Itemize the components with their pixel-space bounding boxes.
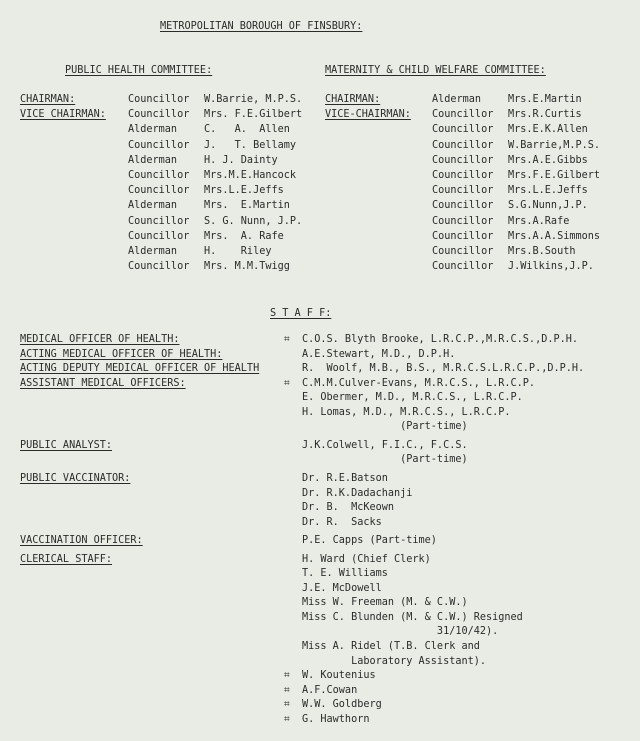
staff-name-line: C.O.S. Blyth Brooke, L.R.C.P.,M.R.C.S.,D.P.H. [302,334,579,345]
member-rank: Councillor [432,109,494,121]
member-name: J.Wilkins,J.P. [508,261,594,273]
member-rank: Councillor [432,185,494,197]
member-rank: Councillor [432,261,494,273]
staff-role-label: ACTING DEPUTY MEDICAL OFFICER OF HEALTH [20,363,260,375]
member-rank: Councillor [128,139,190,151]
staff-name-line: W.W. Goldberg [302,699,382,711]
member-name: Mrs.A.A.Simmons [508,230,601,242]
staff-heading: S T A F F: [270,308,332,319]
staff-name-line: (Part-time) [302,421,468,433]
marker-symbol: ⌗ [284,713,290,725]
staff-name-line: H. Lomas, M.D., M.R.C.S., L.R.C.P. [302,406,511,418]
marker-symbol: ⌗ [284,334,290,345]
member-name: Mrs.A.Rafe [508,215,570,227]
staff-name-line: C.M.M.Culver-Evans, M.R.C.S., L.R.C.P. [302,377,536,389]
member-rank: Councillor [432,170,494,181]
member-name: W.Barrie,M.P.S. [508,139,601,151]
mcw-chairman-label: CHAIRMAN: [325,94,381,105]
staff-name-line: Miss C. Blunden (M. & C.W.) Resigned [302,611,523,623]
member-rank: Councillor [432,139,494,151]
staff-name-line: Miss W. Freeman (M. & C.W.) [302,597,468,609]
member-rank: Alderman [128,154,178,166]
marker-symbol: ⌗ [284,377,290,389]
member-name: W.Barrie, M.P.S. [204,94,303,105]
staff-name-line: A.E.Stewart, M.D., D.P.H. [302,348,456,360]
member-rank: Councillor [432,154,494,166]
member-name: H. Riley [204,246,272,257]
member-name: Mrs.E.K.Allen [508,124,588,136]
member-rank: Councillor [128,170,190,181]
member-rank: Councillor [432,200,494,212]
member-rank: Councillor [128,261,190,273]
member-name: S. G. Nunn, J.P. [204,215,303,227]
staff-name-line: H. Ward (Chief Clerk) [302,553,431,565]
member-name: Mrs.B.South [508,246,576,257]
staff-role-label: CLERICAL STAFF: [20,553,113,565]
member-name: S.G.Nunn,J.P. [508,200,588,212]
member-rank: Councillor [432,215,494,227]
member-name: Mrs.L.E.Jeffs [204,185,284,197]
member-rank: Councillor [128,215,190,227]
member-rank: Alderman [432,94,482,105]
staff-name-line: P.E. Capps (Part-time) [302,535,437,547]
member-rank: Councillor [128,230,190,242]
staff-name-line: Miss A. Ridel (T.B. Clerk and [302,641,480,652]
member-rank: Councillor [128,94,190,105]
member-rank: Councillor [432,246,494,257]
marker-symbol: ⌗ [284,670,290,682]
staff-role-label: PUBLIC VACCINATOR: [20,472,131,484]
staff-name-line: 31/10/42). [302,626,499,638]
staff-role-label: PUBLIC ANALYST: [20,439,113,451]
member-name: Mrs.E.Martin [508,94,582,105]
member-name: C. A. Allen [204,124,290,136]
staff-name-line: R. Woolf, M.B., B.S., M.R.C.S.L.R.C.P.,D.P.H. [302,363,585,375]
ph-chairman-label: CHAIRMAN: [20,94,76,105]
staff-name-line: Dr. R.E.Batson [302,472,388,484]
member-name: J. T. Bellamy [204,139,297,151]
staff-name-line: E. Obermer, M.D., M.R.C.S., L.R.C.P. [302,392,523,404]
staff-role-label: ASSISTANT MEDICAL OFFICERS: [20,377,186,389]
member-rank: Councillor [128,185,190,197]
member-name: Mrs.M.E.Hancock [204,170,297,181]
mcw-vice-chairman-label: VICE-CHAIRMAN: [325,109,411,120]
staff-name-line: J.K.Colwell, F.I.C., F.C.S. [302,439,468,451]
member-name: Mrs.F.E.Gilbert [508,170,601,181]
member-name: Mrs. E.Martin [204,200,290,212]
staff-name-line: Laboratory Assistant). [302,655,487,667]
member-rank: Alderman [128,124,178,136]
staff-name-line: A.F.Cowan [302,684,358,696]
member-name: Mrs. M.M.Twigg [204,261,290,273]
member-name: Mrs.R.Curtis [508,109,582,121]
member-rank: Alderman [128,200,178,212]
member-rank: Councillor [432,124,494,136]
staff-role-label: VACCINATION OFFICER: [20,535,143,547]
member-rank: Councillor [432,230,494,242]
member-name: Mrs. A. Rafe [204,230,284,242]
member-name: Mrs. F.E.Gilbert [204,109,303,121]
member-name: Mrs.L.E.Jeffs [508,185,588,197]
staff-role-label: ACTING MEDICAL OFFICER OF HEALTH: [20,348,223,360]
staff-name-line: G. Hawthorn [302,713,370,725]
staff-name-line: Dr. R. Sacks [302,516,382,528]
staff-name-line: Dr. B. McKeown [302,502,395,514]
staff-name-line: J.E. McDowell [302,582,382,594]
staff-name-line: W. Koutenius [302,670,376,682]
member-rank: Alderman [128,246,178,257]
staff-name-line: T. E. Williams [302,568,388,580]
document-title: METROPOLITAN BOROUGH OF FINSBURY: [160,21,363,32]
member-rank: Councillor [128,109,190,121]
member-name: Mrs.A.E.Gibbs [508,154,588,166]
ph-vice-chairman-label: VICE CHAIRMAN: [20,109,106,120]
staff-name-line: (Part-time) [302,454,468,466]
member-name: H. J. Dainty [204,154,278,166]
marker-symbol: ⌗ [284,699,290,711]
staff-role-label: MEDICAL OFFICER OF HEALTH: [20,334,180,345]
public-health-heading: PUBLIC HEALTH COMMITTEE: [65,65,213,76]
marker-symbol: ⌗ [284,684,290,696]
maternity-heading: MATERNITY & CHILD WELFARE COMMITTEE: [325,65,546,76]
staff-name-line: Dr. R.K.Dadachanji [302,487,413,499]
